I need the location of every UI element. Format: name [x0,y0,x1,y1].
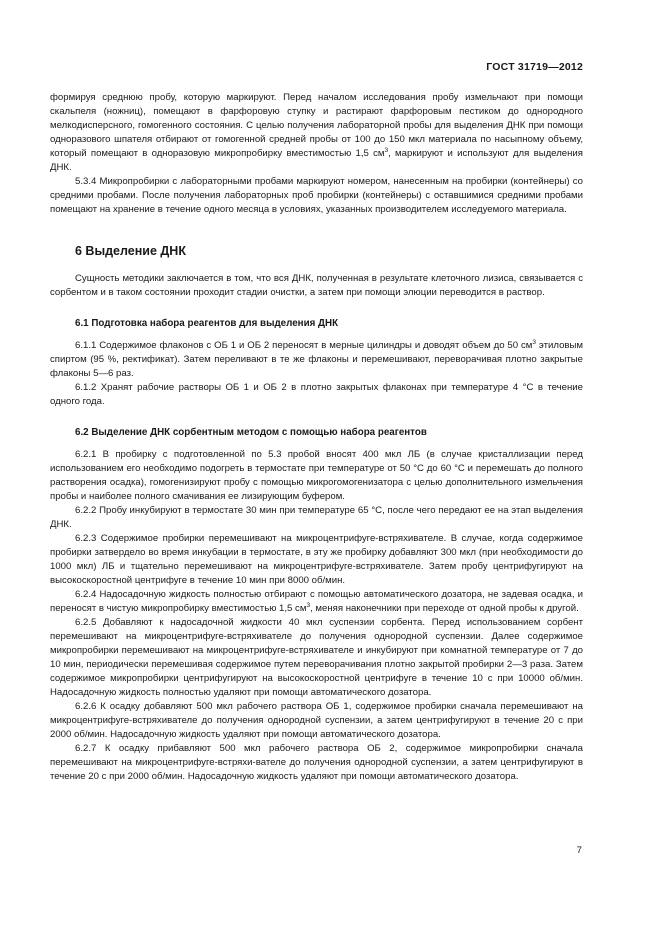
paragraph-6-1-2: 6.1.2 Хранят рабочие растворы ОБ 1 и ОБ 2 в плотно закрытых флаконах при температуре 4 °С в течение одного года. [50,382,583,407]
paragraph-6-1-1 [50,339,583,381]
paragraph-text: формируя среднюю пробу, которую маркируют. Перед началом исследования пробу измельчают при помощи скальпеля (ножниц), помещают в фарфоровую ступку и растирают фарфоровым пестиком до однородного мелкодисперсного, гомогенного состояния. С целью получения лабораторной пробы для выделения ДНК при помощи одноразового шпателя отбирают от гомогенной средней пробы от 100 до 150 мкл материала по насыпному объему, который помещают в одноразовую микропробирку вместимостью 1,5 см [50,92,583,159]
standard-header: ГОСТ 31719—2012 [486,61,583,73]
paragraph-text-tail: , меняя наконечники при переходе от одной пробы к другой. [310,603,579,614]
page-content [50,91,583,784]
paragraph-6-2-6: 6.2.6 К осадку добавляют 500 мкл рабочего раствора ОБ 1, содержимое пробирки сначала перемешивают на микроцентрифуге-встряхивателе до получения однородной суспензии, а затем центрифугируют в течение 20 с при 2000 об/мин. Надосадочную жидкость удаляют при помощи автоматического дозатора. [50,701,583,740]
paragraph-5-3-4: 5.3.4 Микропробирки с лабораторными пробами маркируют номером, нанесенным на пробирки (контейнеры) со средними пробами. После получения лабораторных проб пробирки (контейнеры) с оставшимися средними пробами помещают на хранение в течение одного месяца в условиях, указанных производителем исследуемого материала. [50,176,583,215]
paragraph-6-2-4 [50,588,583,616]
paragraph-6-2-1: 6.2.1 В пробирку с подготовленной по 5.3 пробой вносят 400 мкл ЛБ (в случае кристаллизации перед использованием его необходимо подогреть в термостате при температуре от 50 °С до 60 °С и перемешать до полного растворения осадка), гомогенизируют пробу с помощью микрогомогенизатора с целью дополнительного измельчения пробы и наиболее полного смачивания ее лизирующим буфером. [50,449,583,502]
subsection-6-1-heading: 6.1 Подготовка набора реагентов для выделения ДНК [75,318,339,329]
paragraph-text: 6.1.1 Содержимое флаконов с ОБ 1 и ОБ 2 переносят в мерные цилиндры и доводят объем до 50 см [75,340,533,351]
paragraph-6-2-5: 6.2.5 Добавляют к надосадочной жидкости 40 мкл суспензии сорбента. Перед использованием сорбент перемешивают на микроцентрифуге-встряхивателе до получения однородной суспензии. Далее содержимое микропробирки перемешивают на микроцентрифуге-встряхивателе и инкубируют при комнатной температуре от 7 до 10 мин, периодически перемешивая содержимое путем переворачивания плотно закрытой пробирки 2—3 раза. Затем содержимое микропробирки центрифугируют на высокоскоростной центрифуге в течение 10 с при 10000 об/мин. Надосадочную жидкость полностью удаляют при помощи автоматического дозатора. [50,617,583,698]
superscript: 3 [532,338,537,346]
paragraph-continued [50,91,583,175]
paragraph-text: 6.2.4 Надосадочную жидкость полностью отбирают с помощью автоматического дозатора, не задевая осадка, и переносят в чистую микропробирку вместимостью 1,5 см [50,589,583,614]
paragraph-6-2-2: 6.2.2 Пробу инкубируют в термостате 30 мин при температуре 65 °С, после чего передают ее на этап выделения ДНК. [50,505,583,530]
paragraph-6-2-7: 6.2.7 К осадку прибавляют 500 мкл рабочего раствора ОБ 2, содержимое микропробирки сначала перемешивают на микроцентрифуге-встряхи-вателе до получения однородной суспензии, а затем центрифугируют в течение 20 с при 2000 об/мин. Надосадочную жидкость удаляют при помощи автоматического дозатора. [50,743,583,782]
paragraph-text-tail: этиловым спиртом (95 %, ректификат). Затем переливают в те же флаконы и перемешивают, переворачивая плотно закрытые флаконы 5—6 раз. [50,340,584,379]
page-number: 7 [576,845,582,856]
superscript: 3 [306,601,311,609]
section-6-heading: 6 Выделение ДНК [75,244,186,258]
subsection-6-2-heading: 6.2 Выделение ДНК сорбентным методом с помощью набора реагентов [75,427,427,438]
superscript: 3 [384,146,389,154]
paragraph-6-2-3: 6.2.3 Содержимое пробирки перемешивают на микроцентрифуге-встряхивателе. В случае, когда содержимое пробирки затвердело во время инкубации в термостате, в эту же пробирку добавляют 300 мкл (при необходимости до 1000 мкл) ЛБ и тщательно перемешивают на микроцентрифуге-встряхивателе. Затем пробу центрифугируют на высокоскоростной центрифуге в течение 10 мин при 8000 об/мин. [50,533,583,586]
paragraph-text-tail: , маркируют и используют для выделения ДНК. [50,148,583,173]
section-6-intro: Сущность методики заключается в том, что вся ДНК, полученная в результате клеточного лизиса, связывается с сорбентом и в таком состоянии проходит стадии очистки, а затем при помощи элюции переводится в раствор. [50,273,583,298]
